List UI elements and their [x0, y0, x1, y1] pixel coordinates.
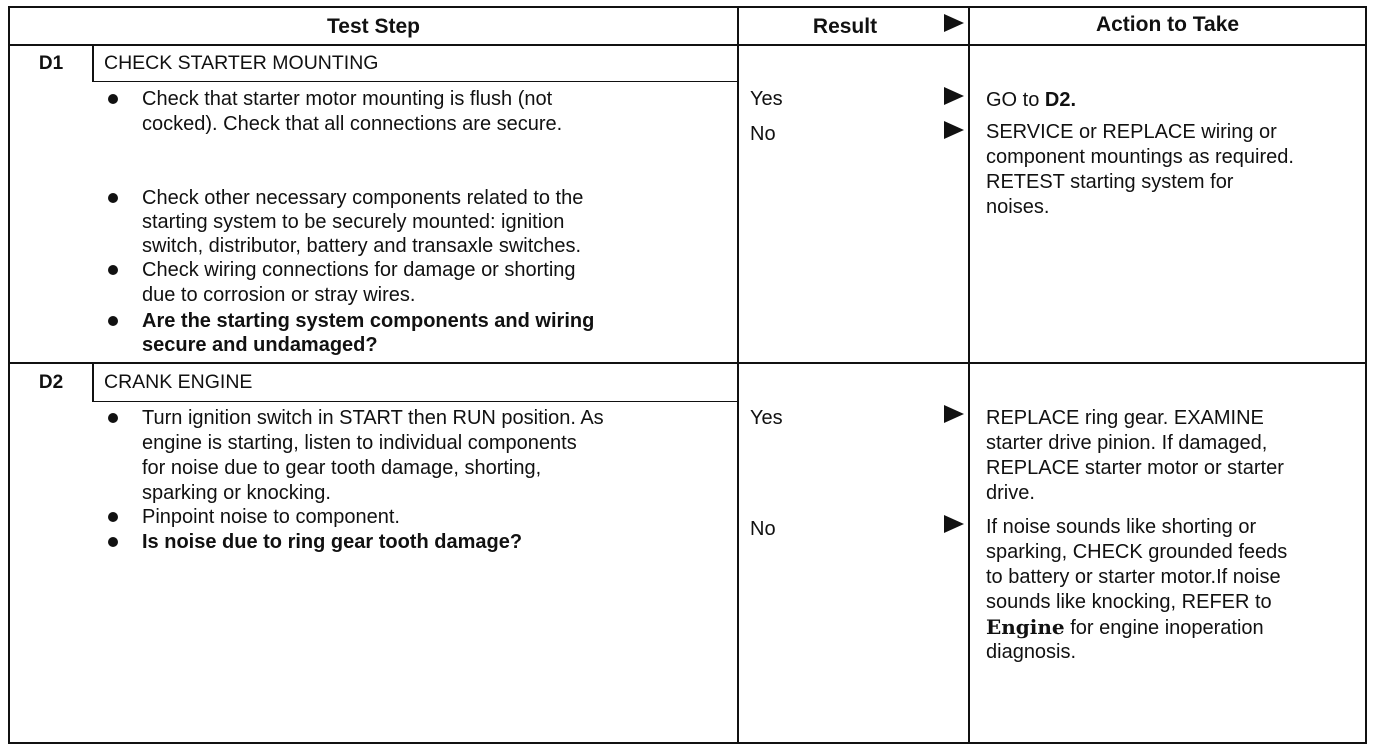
header-arrow-icon [944, 14, 964, 32]
d2-bullet-1-line-1: Turn ignition switch in START then RUN position. As [142, 407, 604, 429]
d1-bullet-3-line-1: Check wiring connections for damage or shorting [142, 259, 576, 281]
table-border-right [1365, 6, 1367, 744]
header-test-step: Test Step [327, 15, 420, 38]
d1-action-yes-text: GO to [986, 89, 1045, 111]
bullet-icon [108, 512, 118, 522]
d1-bullet-3-line-2: due to corrosion or stray wires. [142, 284, 416, 306]
d2-action-no-line-5 [986, 615, 1264, 641]
d1-action-yes [986, 88, 1076, 113]
d1-yes-arrow-icon [944, 87, 964, 105]
d2-action-yes-line-3: REPLACE starter motor or starter [986, 457, 1284, 479]
d2-action-no-line-3: to battery or starter motor.If noise [986, 566, 1281, 588]
bullet-icon [108, 413, 118, 423]
step-code-d1: D1 [38, 53, 64, 74]
table-border-bottom [8, 742, 1367, 744]
d2-bullet-2-line-1: Pinpoint noise to component. [142, 506, 400, 528]
d1-bullet-2-line-1: Check other necessary components related to the [142, 187, 584, 209]
d1-no-arrow-icon [944, 121, 964, 139]
d2-action-yes-line-1: REPLACE ring gear. EXAMINE [986, 407, 1264, 429]
d1-result-no: No [750, 123, 776, 145]
header-bottom-line [8, 44, 1367, 46]
bullet-icon [108, 94, 118, 104]
d1-title-bottom-line [92, 81, 738, 82]
d2-action-no-line-2: sparking, CHECK grounded feeds [986, 541, 1288, 563]
d2-bullet-1-line-3: for noise due to gear tooth damage, shorting, [142, 457, 542, 479]
d1-bullet-1-line-1: Check that starter motor mounting is flush (not [142, 88, 553, 110]
d2-yes-arrow-icon [944, 405, 964, 423]
result-column-divider [737, 6, 739, 744]
d2-result-yes: Yes [750, 407, 783, 429]
d1-bullet-2-line-2: starting system to be securely mounted: ignition [142, 211, 565, 233]
d2-action-no-ref-rest: for engine inoperation [1064, 617, 1264, 639]
header-result: Result [812, 15, 878, 38]
d2-bullet-1-line-4: sparking or knocking. [142, 482, 331, 504]
bullet-icon [108, 537, 118, 547]
d1-result-yes: Yes [750, 88, 783, 110]
action-column-divider [968, 6, 970, 744]
d1-action-no-line-3: RETEST starting system for [986, 171, 1234, 193]
bullet-icon [108, 265, 118, 275]
step-title-d1: CHECK STARTER MOUNTING [104, 52, 379, 74]
d2-bullet-1-line-2: engine is starting, listen to individual components [142, 432, 577, 454]
d1-action-no-line-2: component mountings as required. [986, 146, 1294, 168]
d1-action-no-line-1: SERVICE or REPLACE wiring or [986, 121, 1277, 143]
d2-result-no: No [750, 518, 776, 540]
row-divider [8, 362, 1367, 364]
d1-question-line-2: secure and undamaged? [142, 334, 378, 356]
d2-code-divider [92, 362, 94, 402]
d2-action-no-line-1: If noise sounds like shorting or [986, 516, 1257, 538]
d2-no-arrow-icon [944, 515, 964, 533]
d1-question-line-1: Are the starting system components and wiring [142, 310, 595, 332]
bullet-icon [108, 193, 118, 203]
d1-code-divider [92, 44, 94, 81]
d2-action-no-line-4: sounds like knocking, REFER to [986, 591, 1272, 613]
header-action: Action to Take [1095, 13, 1240, 36]
d2-action-no-line-6: diagnosis. [986, 641, 1077, 663]
d1-bullet-1-line-2: cocked). Check that all connections are secure. [142, 113, 563, 135]
d2-question-line-1: Is noise due to ring gear tooth damage? [142, 531, 523, 553]
step-title-d2: CRANK ENGINE [104, 371, 253, 393]
d1-bullet-2-line-3: switch, distributor, battery and transaxle switches. [142, 235, 582, 257]
d1-action-no-line-4: noises. [986, 196, 1050, 218]
d2-action-yes-line-2: starter drive pinion. If damaged, [986, 432, 1268, 454]
step-code-d2: D2 [38, 372, 64, 393]
d1-action-yes-ref: D2. [1044, 89, 1077, 111]
bullet-icon [108, 316, 118, 326]
d2-title-bottom-line [92, 401, 738, 402]
table-border-top [8, 6, 1367, 8]
d2-action-yes-line-4: drive. [986, 482, 1035, 504]
engine-reference: Engine [986, 615, 1065, 639]
